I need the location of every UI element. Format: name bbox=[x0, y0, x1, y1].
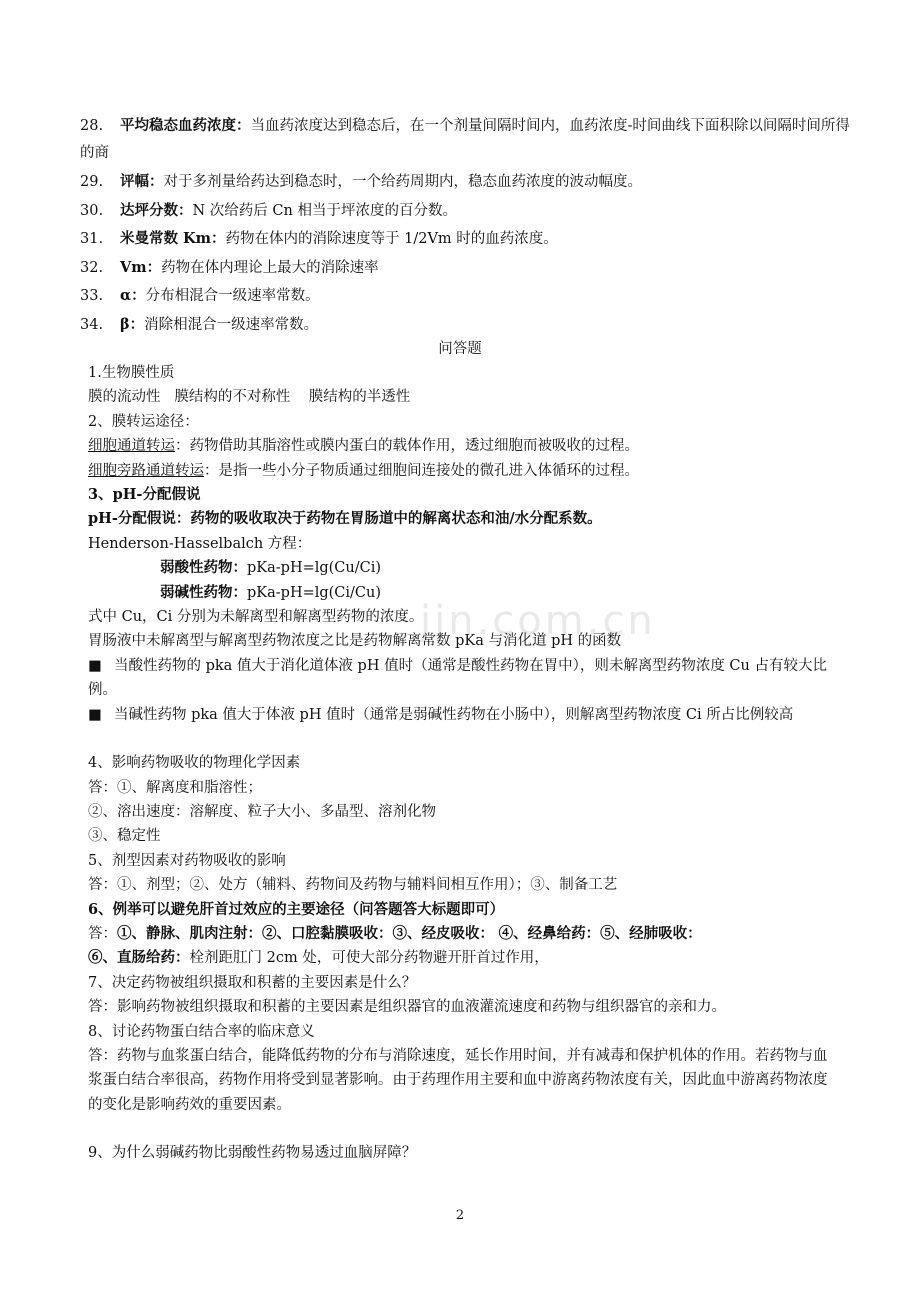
definition-term: 达坪分数： bbox=[120, 201, 193, 219]
definition-term: 评幅： bbox=[120, 173, 164, 190]
answer-8: 答：药物与血浆蛋白结合，能降低药物的分布与消除速度，延长作用时间，并有减毒和保护机体的作用。若药物与血浆蛋白结合率很高，药物作用将受到显著影响。由于药理作用主要和血中游离药物浓度有关，因此血中游离药物浓度的变化是影响药效的重要因素。 bbox=[88, 1047, 828, 1113]
definition-term: α： bbox=[120, 287, 146, 304]
watermark: jin.com.cn bbox=[420, 598, 656, 644]
answer-6: 答：①、静脉、肌肉注射：②、口腔黏膜吸收：③、经皮吸收： ④、经鼻给药：⑤、经肺吸收： bbox=[88, 924, 702, 942]
answer-7: 答：影响药物被组织摄取和积蓄的主要因素是组织器官的血液灌流速度和药物与组织器官的亲和力。 bbox=[88, 999, 726, 1016]
definition-term: Vm： bbox=[120, 258, 162, 276]
definition-term: 米曼常数 Km： bbox=[120, 230, 226, 247]
equation-title: Henderson-Hasselbalch 方程： bbox=[88, 535, 312, 552]
square-bullet-icon: ■ bbox=[88, 706, 102, 723]
question-3: 3、pH-分配假说 bbox=[88, 486, 201, 504]
note-1: 式中 Cu，Ci 分别为未解离型和解离型药物的浓度。 bbox=[88, 609, 424, 626]
definition-text: N 次给药后 Cn 相当于坪浓度的百分数。 bbox=[192, 202, 457, 219]
definition-item: 34. β：消除相混合一级速率常数。 bbox=[80, 315, 319, 333]
answer-4b: ②、溶出速度：溶解度、粒子大小、多晶型、溶剂化物 bbox=[88, 803, 436, 820]
bullet-1: ■ 当酸性药物的 pka 值大于消化道体液 pH 值时（通常是酸性药物在胃中），则未解离型药物浓度 Cu 占有较大比例。 bbox=[88, 654, 838, 703]
section-title: 问答题 bbox=[438, 341, 482, 357]
ph-partition-definition: pH-分配假说：药物的吸收取决于药物在胃肠道中的解离状态和油/水分配系数。 bbox=[88, 510, 602, 528]
definition-item: 28. 平均稳态血药浓度：当血药浓度达到稳态后，在一个剂量间隔时间内，血药浓度-时间曲线下面积除以间隔时间所得的商 bbox=[80, 117, 850, 161]
question-9: 9、为什么弱碱药物比弱酸性药物易透过血脑屏障？ bbox=[88, 1145, 417, 1162]
question-2: 2、膜转运途径： bbox=[88, 413, 199, 430]
definition-term: 平均稳态血药浓度： bbox=[120, 117, 251, 134]
definition-text: 消除相混合一级速率常数。 bbox=[144, 316, 319, 333]
answer-4c: ③、稳定性 bbox=[88, 828, 161, 845]
page-number: 2 bbox=[455, 1208, 465, 1223]
answer-1: 膜的流动性 膜结构的不对称性 膜结构的半透性 bbox=[88, 389, 411, 406]
definition-text: 药物在体内理论上最大的消除速率 bbox=[161, 259, 379, 276]
definition-text: 分布相混合一级速率常数。 bbox=[145, 288, 320, 304]
question-7: 7、决定药物被组织摄取和积蓄的主要因素是什么？ bbox=[88, 974, 417, 991]
definition-item: 33. α：分布相混合一级速率常数。 bbox=[80, 287, 320, 304]
question-5: 5、剂型因素对药物吸收的影响 bbox=[88, 852, 286, 869]
question-6: 6、例举可以避免肝首过效应的主要途径（问答题答大标题即可） bbox=[88, 900, 505, 918]
question-4: 4、影响药物吸收的物理化学因素 bbox=[88, 755, 301, 772]
note-2: 胃肠液中未解离型与解离型药物浓度之比是药物解离常数 pKa 与消化道 pH 的函数 bbox=[88, 633, 622, 650]
answer-5: 答：①、剂型；②、处方（辅料、药物间及药物与辅料间相互作用）；③、制备工艺 bbox=[88, 877, 618, 894]
definition-item: 30. 达坪分数：N 次给药后 Cn 相当于坪浓度的百分数。 bbox=[80, 201, 457, 219]
base-equation: 弱碱性药物：pKa-pH=lg(Ci/Cu) bbox=[160, 583, 382, 601]
definition-item: 32. Vm：药物在体内理论上最大的消除速率 bbox=[80, 258, 379, 276]
question-8: 8、讨论药物蛋白结合率的临床意义 bbox=[88, 1023, 315, 1040]
answer-6b: ⑥、直肠给药：栓剂距肛门 2cm 处，可使大部分药物避开肝首过作用， bbox=[88, 949, 549, 967]
answer-4a: 答：①、解离度和脂溶性； bbox=[88, 779, 262, 796]
question-1: 1.生物膜性质 bbox=[88, 365, 175, 381]
answer-2b: 细胞旁路通道转运：是指一些小分子物质通过细胞间连接处的微孔进入体循环的过程。 bbox=[88, 462, 639, 479]
bullet-2: ■ 当碱性药物 pka 值大于体液 pH 值时（通常是弱碱性药物在小肠中），则解离型药物浓度 Ci 所占比例较高 bbox=[88, 703, 838, 727]
term-transcellular: 细胞通道转运 bbox=[88, 438, 175, 455]
term-paracellular: 细胞旁路通道转运 bbox=[88, 462, 204, 479]
square-bullet-icon: ■ bbox=[88, 657, 102, 674]
definition-list bbox=[80, 112, 850, 339]
definition-text: 对于多剂量给药达到稳态时，一个给药周期内，稳态血药浓度的波动幅度。 bbox=[163, 174, 642, 190]
definition-item: 31. 米曼常数 Km：药物在体内的消除速度等于 1/2Vm 时的血药浓度。 bbox=[80, 230, 558, 247]
definition-text: 药物在体内的消除速度等于 1/2Vm 时的血药浓度。 bbox=[225, 231, 558, 247]
definition-text: 当血药浓度达到稳态后，在一个剂量间隔时间内，血药浓度-时间曲线下面积除以间隔时间所得的商 bbox=[80, 118, 850, 161]
definition-term: β： bbox=[120, 315, 145, 333]
qa-section bbox=[88, 361, 838, 1166]
answer-2a: 细胞通道转运：药物借助其脂溶性或膜内蛋白的载体作用，透过细胞而被吸收的过程。 bbox=[88, 438, 639, 455]
definition-item: 29. 评幅：对于多剂量给药达到稳态时，一个给药周期内，稳态血药浓度的波动幅度。 bbox=[80, 173, 642, 190]
acid-equation: 弱酸性药物：pKa-pH=lg(Cu/Ci) bbox=[160, 559, 382, 577]
